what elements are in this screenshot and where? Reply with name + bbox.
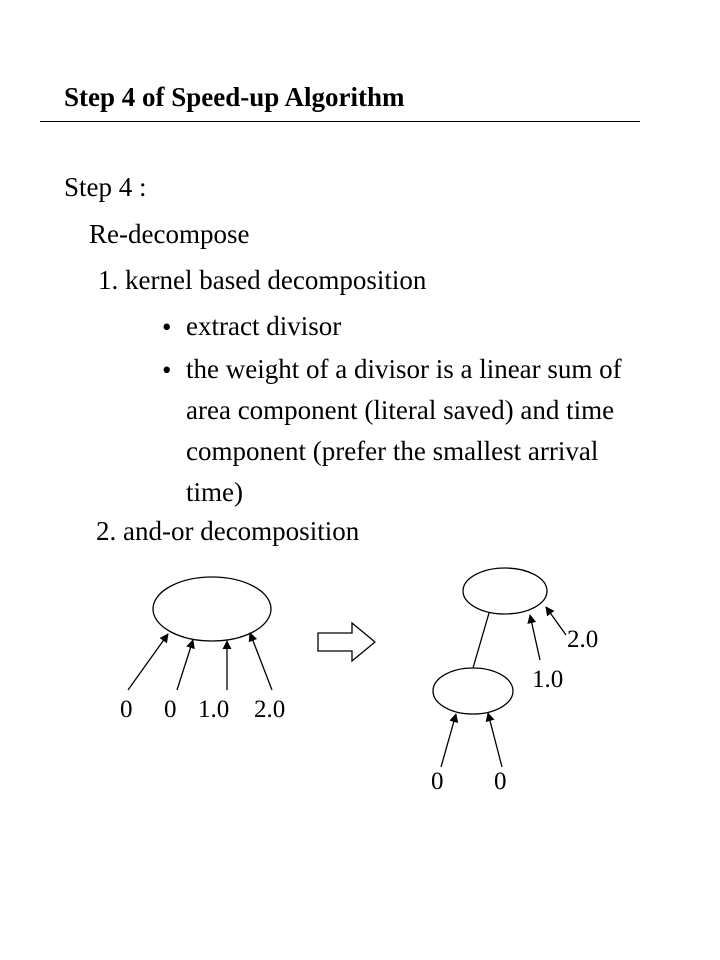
right-input-label: 0: [494, 768, 507, 795]
bullet-text-1: extract divisor: [186, 311, 342, 341]
page-title: Step 4 of Speed-up Algorithm: [64, 82, 405, 112]
bullet-glyph-2: •: [162, 355, 172, 385]
right-input-edge: [441, 714, 456, 767]
left-input-edge: [177, 640, 193, 690]
left-input-label: 0: [120, 696, 133, 723]
left-node: [153, 577, 271, 641]
right-input-edge: [546, 607, 566, 635]
left-input-label: 2.0: [254, 696, 286, 723]
list-item-1: 1. kernel based decomposition: [98, 265, 427, 295]
right-input-label: 1.0: [532, 666, 564, 693]
right-input-edge: [488, 713, 502, 767]
bullet-text-2: the weight of a divisor is a linear sum of area component (literal saved) and time component (prefer the smallest arrival time): [186, 354, 622, 507]
right-input-edge: [530, 615, 540, 660]
right-bottom-node: [433, 668, 513, 714]
list-item-2: 2. and-or decomposition: [96, 516, 360, 546]
left-input-edge: [250, 633, 272, 690]
subheading: Re-decompose: [89, 219, 250, 249]
step-label: Step 4 :: [64, 172, 147, 202]
bullet-glyph-1: •: [162, 312, 172, 342]
block-right-arrow-icon: [318, 623, 375, 661]
right-top-node: [463, 568, 547, 614]
right-input-label: 2.0: [567, 626, 599, 653]
tree-edge: [473, 613, 489, 668]
left-input-label: 1.0: [198, 696, 230, 723]
right-input-label: 0: [431, 768, 444, 795]
left-input-label: 0: [164, 696, 177, 723]
left-input-edge: [128, 634, 168, 690]
